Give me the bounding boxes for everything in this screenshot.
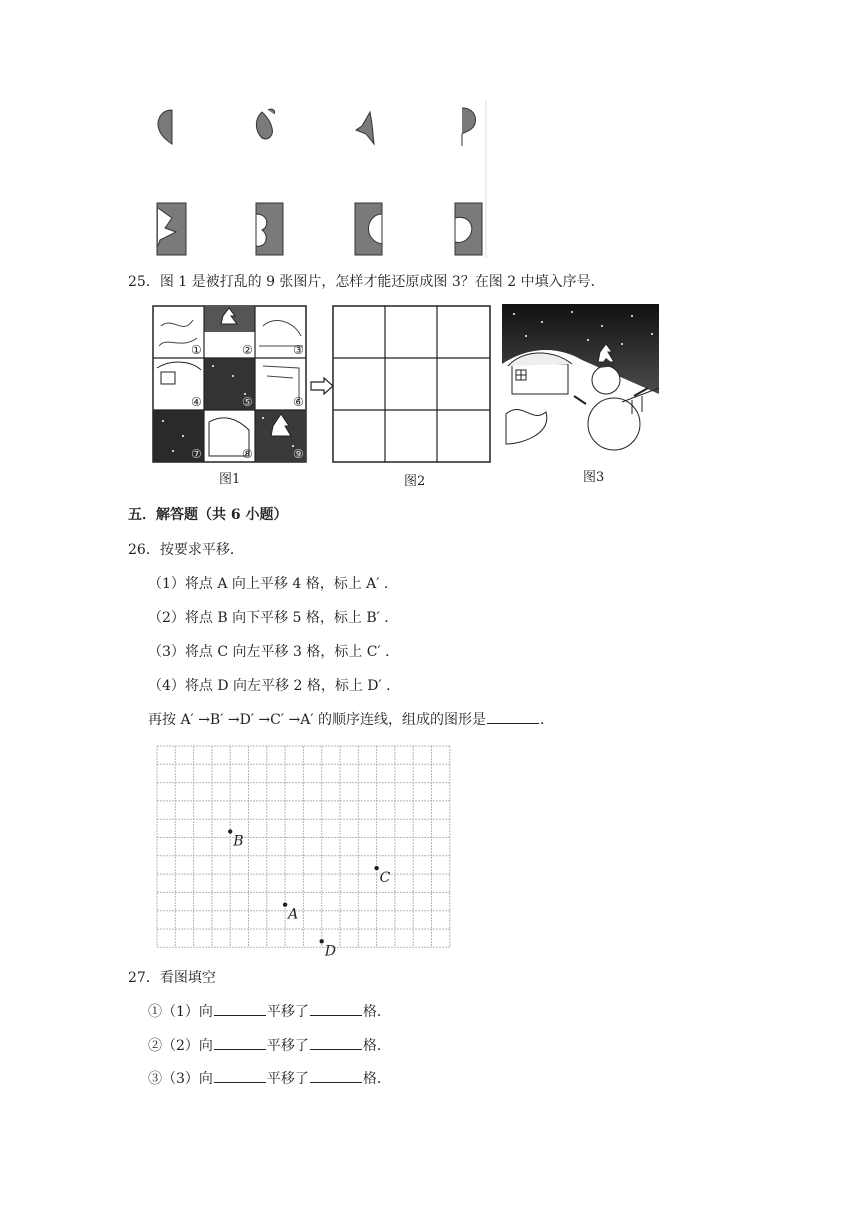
tile-number-7: ⑦ bbox=[191, 447, 202, 461]
tile-number-9: ⑨ bbox=[293, 447, 304, 461]
q26-item-2: （2）将点 B 向下平移 5 格，标上 B′ ． bbox=[148, 610, 399, 626]
figure2-empty-grid bbox=[333, 306, 495, 466]
q26-item-3: （3）将点 C 向左平移 3 格，标上 C′ ． bbox=[148, 644, 400, 660]
q26-tail-text: 再按 A′ →B′ →D′ →C′ →A′ 的顺序连线，组成的图形是 bbox=[148, 712, 486, 728]
q27-text: 27．看图填空 bbox=[128, 970, 216, 986]
q27-row-1-suffix: 格． bbox=[362, 1004, 391, 1020]
q27-row-2-direction-blank[interactable] bbox=[214, 1035, 266, 1050]
figure3-caption: 图3 bbox=[583, 470, 605, 485]
figure2-caption: 图2 bbox=[404, 474, 426, 489]
point-a-label: A bbox=[288, 906, 299, 923]
q27-row-3-count-blank[interactable] bbox=[310, 1068, 362, 1083]
curl-shape bbox=[256, 109, 274, 139]
q26-tail bbox=[148, 709, 554, 730]
tile-number-1: ① bbox=[191, 343, 202, 357]
p-shape bbox=[462, 108, 476, 146]
point-d-dot bbox=[320, 939, 324, 943]
point-b-label: B bbox=[233, 833, 244, 850]
right-arrow-icon bbox=[310, 378, 334, 394]
q27-row-1-direction-blank[interactable] bbox=[214, 1001, 266, 1016]
section5-title: 五．解答题（共 6 小题） bbox=[128, 507, 288, 523]
q27-row-2-mid: 平移了 bbox=[266, 1038, 309, 1054]
q27-row-2 bbox=[148, 1035, 391, 1056]
point-c-label: C bbox=[379, 870, 391, 887]
point-c-dot bbox=[374, 866, 378, 870]
tile-number-8: ⑧ bbox=[242, 447, 253, 461]
zigzag-shape bbox=[356, 112, 374, 144]
figure1-shuffled-tiles bbox=[153, 306, 313, 466]
tile-number-2: ② bbox=[242, 343, 253, 357]
q27-row-3-mid: 平移了 bbox=[266, 1071, 309, 1087]
translation-grid bbox=[153, 740, 453, 960]
q26-item-1: （1）将点 A 向上平移 4 格，标上 A′ ． bbox=[148, 576, 398, 592]
point-a-dot bbox=[283, 903, 287, 907]
q27-row-3-direction-blank[interactable] bbox=[214, 1068, 266, 1083]
q27-row-1-count-blank[interactable] bbox=[310, 1001, 362, 1016]
half-heart-shape bbox=[158, 110, 172, 144]
point-b-dot bbox=[228, 829, 232, 833]
q26-item-4: （4）将点 D 向左平移 2 格，标上 D′ ． bbox=[148, 678, 401, 694]
q27-row-2-count-blank[interactable] bbox=[310, 1035, 362, 1050]
q26-tail-end: ． bbox=[539, 712, 554, 728]
tile-number-5: ⑤ bbox=[242, 395, 253, 409]
q27-row-3 bbox=[148, 1068, 391, 1089]
q25-text: 25．图 1 是被打乱的 9 张图片，怎样才能还原成图 3？在图 2 中填入序号． bbox=[128, 274, 605, 290]
q26-text: 26．按要求平移． bbox=[128, 542, 244, 558]
figure1-caption: 图1 bbox=[219, 472, 241, 487]
q27-row-2-prefix: ②（2）向 bbox=[148, 1038, 213, 1054]
q27-row-2-suffix: 格． bbox=[362, 1038, 391, 1054]
q27-row-3-prefix: ③（3）向 bbox=[148, 1071, 213, 1087]
point-d-label: D bbox=[324, 943, 336, 960]
shape-matching-figure bbox=[0, 0, 860, 270]
q27-row-1 bbox=[148, 1001, 391, 1022]
q27-row-1-mid: 平移了 bbox=[266, 1004, 309, 1020]
q27-row-3-suffix: 格． bbox=[362, 1071, 391, 1087]
q26-answer-blank[interactable] bbox=[487, 709, 539, 724]
tile-number-3: ③ bbox=[293, 343, 304, 357]
tile-number-4: ④ bbox=[191, 395, 202, 409]
figure3-snowman-picture bbox=[502, 304, 662, 464]
q27-row-1-prefix: ①（1）向 bbox=[148, 1004, 213, 1020]
tile-number-6: ⑥ bbox=[293, 395, 304, 409]
